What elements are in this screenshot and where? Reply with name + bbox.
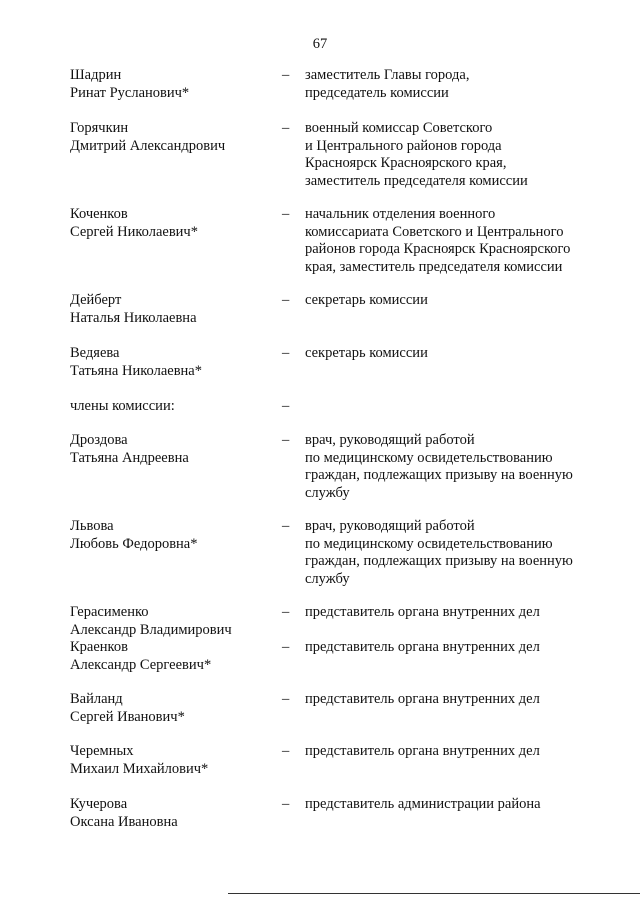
member-name: Ведяева Татьяна Николаевна* <box>70 345 202 379</box>
dash: – <box>282 604 290 620</box>
member-name: Шадрин Ринат Русланович* <box>70 67 190 101</box>
member-role: секретарь комиссии <box>305 292 428 308</box>
member-name: Горячкин Дмитрий Александрович <box>70 120 226 154</box>
dash: – <box>282 292 290 308</box>
dash: – <box>282 518 290 534</box>
member-role: врач, руководящий работой по медицинскому освидетельствованию граждан, подлежащих призыву на военную службу <box>305 432 573 501</box>
page-bottom-divider <box>228 893 640 894</box>
member-name: Дроздова Татьяна Андреевна <box>70 432 189 466</box>
member-name: Дейберт Наталья Николаевна <box>70 292 197 326</box>
member-role: начальник отделения военного комиссариата Советского и Центрального районов города Красноярск Красноярского края, заместитель председателя комиссии <box>305 206 571 275</box>
dash: – <box>282 120 290 136</box>
member-role: представитель администрации района <box>305 796 541 812</box>
member-role: представитель органа внутренних дел <box>305 691 540 707</box>
dash: – <box>282 67 290 83</box>
member-role: военный комиссар Советского и Центрального районов города Красноярск Красноярского края, заместитель председателя комиссии <box>305 120 528 189</box>
member-role: представитель органа внутренних дел <box>305 639 540 655</box>
dash: – <box>282 691 290 707</box>
member-name: Кучерова Оксана Ивановна <box>70 796 178 830</box>
member-name: Краенков Александр Сергеевич* <box>70 639 212 673</box>
member-role: секретарь комиссии <box>305 345 428 361</box>
member-role: представитель органа внутренних дел <box>305 604 540 620</box>
dash: – <box>282 796 290 812</box>
dash: – <box>282 743 290 759</box>
dash: – <box>282 432 290 448</box>
dash: – <box>282 639 290 655</box>
member-name: Львова Любовь Федоровна* <box>70 518 198 552</box>
member-role: заместитель Главы города, председатель комиссии <box>305 67 470 101</box>
member-name: Герасименко Александр Владимирович <box>70 604 232 638</box>
member-name: Коченков Сергей Николаевич* <box>70 206 198 240</box>
section-label: члены комиссии: <box>70 398 175 414</box>
dash: – <box>282 206 290 222</box>
member-role: представитель органа внутренних дел <box>305 743 540 759</box>
page-number: 67 <box>312 36 328 52</box>
member-name: Черемных Михаил Михайлович* <box>70 743 209 777</box>
member-role: врач, руководящий работой по медицинскому освидетельствованию граждан, подлежащих призыву на военную службу <box>305 518 573 587</box>
dash: – <box>282 398 290 414</box>
member-name: Вайланд Сергей Иванович* <box>70 691 185 725</box>
dash: – <box>282 345 290 361</box>
